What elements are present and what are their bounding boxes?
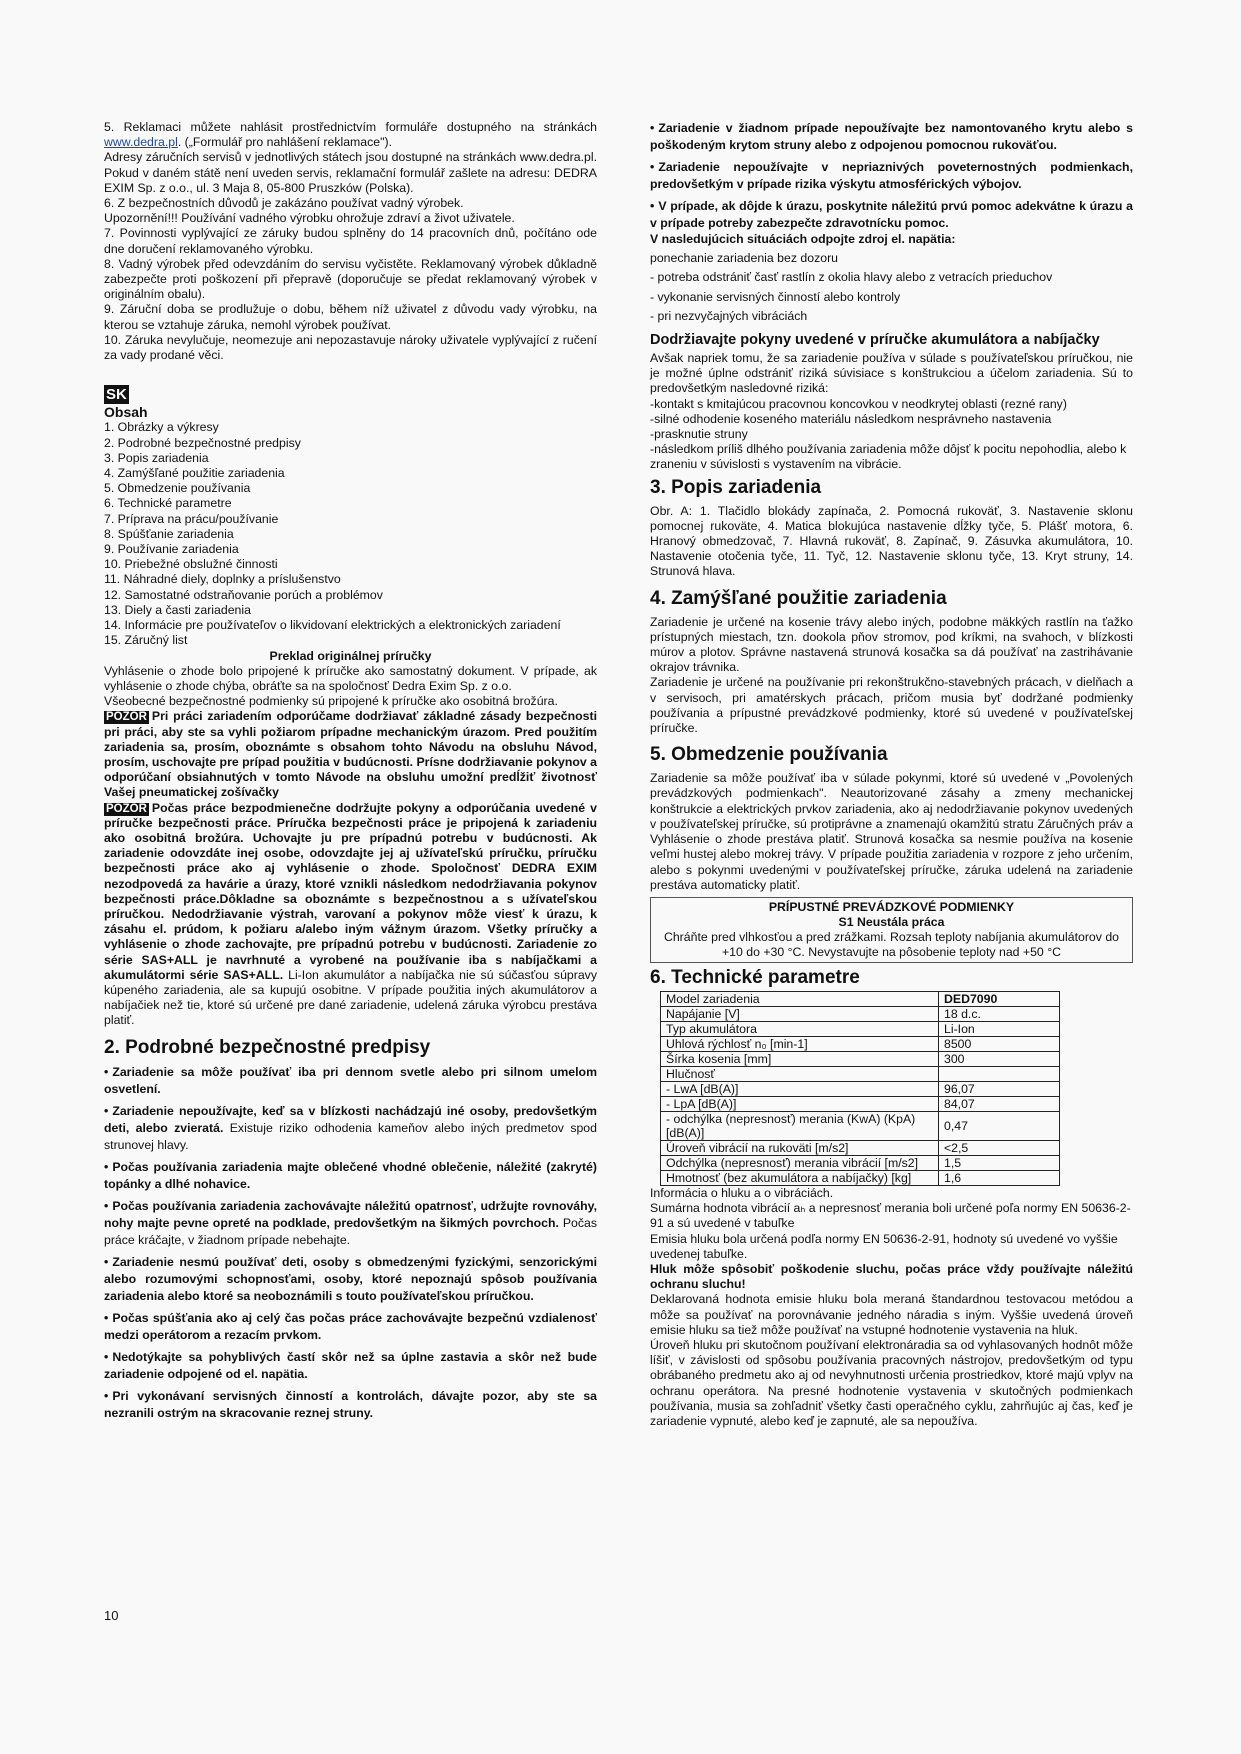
toc-item: 12. Samostatné odstraňovanie porúch a problémov bbox=[104, 587, 383, 602]
safety-bullet: • Počas spúšťania ako aj celý čas počas práce zachovávajte bezpečnú vzdialenosť medzi operátorom a rezacím prvkom. bbox=[104, 1310, 597, 1342]
spec-value: 96,07 bbox=[939, 1081, 1060, 1096]
table-row bbox=[661, 1021, 1060, 1036]
spec-label: Napájanie [V] bbox=[661, 1006, 939, 1021]
right-column bbox=[650, 120, 1133, 1429]
safety-bullet: • Zariadenie nesmú používať deti, osoby s obmedzenými fyzickými, senzorickými alebo rozumovými schopnosťami, osoby, ktoré nepoznajú spôsob používania zariadenia alebo ktoré sa neoboznámili s touto používateľskou príručkou. bbox=[104, 1254, 597, 1303]
toc-item: 10. Priebežné obslužné činnosti bbox=[104, 557, 278, 572]
spec-value: 0,47 bbox=[939, 1111, 1060, 1140]
toc-title: Obsah bbox=[104, 404, 148, 421]
section-4-p2: Zariadenie je určené na používanie pri rekonštrukčno-stavebných prácach, v dielňach a v servisoch, pri amatérskych prácach, pričom musia byť dodržané podmienky používania a prípustné prevádzkové podmienky, ktoré sú uvedené v používateľskej príručke. bbox=[650, 675, 1133, 736]
disconnect-title: V nasledujúcich situáciách odpojte zdroj el. napätia: bbox=[650, 232, 956, 246]
toc-item: 2. Podrobné bezpečnostné predpisy bbox=[104, 435, 301, 450]
spec-value bbox=[939, 1066, 1060, 1081]
declaration-of-conformity: Vyhlásenie o zhode bolo pripojené k príručke ako samostatný dokument. V prípade, ak vyhlásenie o zhode chýba, obráťte sa na spoločnosť Dedra Exim Sp. z o.o. bbox=[104, 663, 597, 693]
page-number: 10 bbox=[104, 1608, 119, 1623]
cz-warning: Upozornění!!! Používání vadného výrobku ohrožuje zdraví a život uživatele. bbox=[104, 211, 515, 226]
spec-value: <2,5 bbox=[939, 1140, 1060, 1155]
table-of-contents bbox=[104, 420, 597, 648]
toc-item: 9. Používanie zariadenia bbox=[104, 542, 239, 557]
spec-label: Uhlová rýchlosť n₀ [min-1] bbox=[661, 1036, 939, 1051]
conditions-subtitle: S1 Neustála práca bbox=[838, 914, 945, 929]
left-column bbox=[104, 120, 597, 1422]
noise-p3: Deklarovaná hodnota emisie hluku bola meraná štandardnou testovacou metódou a môže sa používať na porovnávanie jedného náradia s iným. Vyššie uvedená úroveň emisie hluku sa tiež môže používať na vstupné hodnotenie vystavenia na hluk. bbox=[650, 1292, 1133, 1337]
cz-item-5 bbox=[104, 120, 597, 150]
toc-item: 8. Spúšťanie zariadenia bbox=[104, 526, 234, 541]
table-row bbox=[661, 1155, 1060, 1170]
section-3-heading: 3. Popis zariadenia bbox=[650, 476, 822, 498]
spec-value: 18 d.c. bbox=[939, 1006, 1060, 1021]
list-item: - potreba odstrániť časť rastlín z okolia hlavy alebo z vetracích prieduchov bbox=[650, 270, 1053, 285]
list-item: -silné odhodenie koseného materiálu následkom nesprávneho nastavenia bbox=[650, 411, 1052, 426]
pozor-label: POZOR bbox=[106, 802, 147, 815]
spec-value: 300 bbox=[939, 1051, 1060, 1066]
safety-bullet: • Zariadenie nepoužívajte v nepriaznivých poveternostných podmienkach, predovšetkým v prípade rizika výskytu atmosférických výbojov. bbox=[650, 160, 1133, 191]
battery-text: Avšak napriek tomu, že sa zariadenie používa v súlade s používateľskou príručkou, nie je možné úplne odstrániť riziká súvisiace s konštrukciou a účelom zariadenia. Sú to predovšetkým nasledovné riziká: bbox=[650, 351, 1133, 396]
spec-value: 84,07 bbox=[939, 1096, 1060, 1111]
table-row bbox=[661, 1066, 1060, 1081]
battery-heading: Dodržiavajte pokyny uvedené v príručke akumulátora a nabíjačky bbox=[650, 332, 1100, 349]
spec-label: Šírka kosenia [mm] bbox=[661, 1051, 939, 1066]
noise-p4: Úroveň hluku pri skutočnom používaní elektronáradia sa od vyhlasovaných hodnôt môže líšiť, v závislosti od spôsobu používania pracovných nástrojov, predovšetkým od typu obrábaného predmetu ako aj od nevyhnutnosti určenia prostriedkov, ktoré majú vplyv na ochranu operátora. Na presné hodnotenie vystavenia v skutočných podmienkach používania, musia sa zohľadniť všetky časti operačného cyklu, zahrňujúc aj čas, keď je zariadenie vypnuté, alebo keď je zapnuté, ale sa nepoužíva. bbox=[650, 1337, 1133, 1428]
conditions-text: Chráňte pred vlhkosťou a pred zrážkami. Rozsah teploty nabíjania akumulátorov do +10 do +30 °C. Nevystavujte na pôsobenie teploty nad +50 °C bbox=[663, 929, 1120, 959]
table-row bbox=[661, 1111, 1060, 1140]
pozor-2-bold-text: Počas práce bezpodmienečne dodržujte pokyny a odporúčania uvedené v príručke bezpečnosti práce. Príručka bezpečnosti práce je pripojená k zariadeniu ako osobitná brožúra. Uchovajte ju pre prípadnú potrebu v budúcnosti. Ak zariadenie odovzdáte inej osobe, odovzdajte jej aj užívateľskú príručku, príručku bezpečnosti práce ako aj vyhlásenie o zhode. Spoločnosť DEDRA EXIM nezodpovedá za haváriе a úrazy, ktoré vznikli následkom nedodržiavania pokynov bezpečnosti práce.Dôkladne sa oboznámte s bezpečnostnou a s užívateľskou príručkou. Nedodržiavanie výstrah, varovaní a pokynov môže viesť k úrazu, k zásahu el. prúdom, k požiaru a/alebo iným vážnym úrazom. Všetky príručky a vyhlásenie o zhode zachovajte, pre prípadnú potrebu v budúcnosti. Zariadenie zo série SAS+ALL je navrhnuté a vyrobené na používanie iba s nabíjačkami a akumulátormi série SAS+ALL. bbox=[104, 800, 597, 982]
cz-item-7: 7. Povinnosti vyplývající ze záruky budou splněny do 14 pracovních dnů, počítáno ode dne doručení reklamovaného výrobku. bbox=[104, 226, 597, 256]
cz-item-5-suffix: . („Formulář pro nahlášení reklamace"). bbox=[177, 135, 392, 150]
table-row bbox=[661, 1081, 1060, 1096]
pozor-2-text: Li-Ion akumulátor a nabíjačka nie sú súčasťou súpravy kúpeného zariadenia, ale sa kupujú osobitne. V prípade použitia iných akumulátorov a nabíjačiek než tie, ktoré sú určené pre dané zariadenie, udelená záruka výrobcu prestáva platiť. bbox=[104, 967, 597, 1028]
cz-item-10: 10. Záruka nevylučuje, neomezuje ani nepozastavuje nároky uživatele vyplývající z ručení za vady prodané věci. bbox=[104, 332, 597, 363]
translation-title: Preklad originálnej príručky bbox=[269, 648, 432, 663]
toc-item: 13. Diely a časti zariadenia bbox=[104, 602, 251, 617]
noise-p1: Sumárna hodnota vibrácií aₕ a nepresnosť merania boli určené poľa normy EN 50636-2-91 a sú uvedené v tabuľke bbox=[650, 1201, 1131, 1231]
spec-label: Odchýlka (nepresnosť) merania vibrácií [m/s2] bbox=[661, 1155, 939, 1170]
spec-value: 8500 bbox=[939, 1036, 1060, 1051]
spec-label: - odchýlka (nepresnosť) merania (KwA) (KpA) [dB(A)] bbox=[661, 1111, 939, 1140]
list-item: -následkom príliš dlhého používania zariadenia môže dôjsť k pocitu nepohodlia, alebo k zraneniu v súvislosti s vystavením na vibrácie. bbox=[650, 442, 1127, 472]
operating-conditions-box bbox=[650, 897, 1133, 963]
general-safety-note: Všeobecné bezpečnostné podmienky sú pripojené k príručke ako osobitná brožúra. bbox=[104, 694, 558, 709]
list-item: - vykonanie servisných činností alebo kontroly bbox=[650, 289, 901, 304]
noise-info: Informácia o hluku a o vibráciách. bbox=[650, 1185, 834, 1200]
pozor-1-text: Pri práci zariadením odporúčame dodržiavať základné zásady bezpečnosti pri práci, aby ste sa vyhli požiarom prípadne mechanickým úrazom. Pred použitím zariadenia sa, prosím, oboznámte s obsahom tohto Návodu na obsluhu Návod, prosím, uschovajte pre prípad použitia v budúcnosti. Prísne dodržiavanie pokynov a odporúčaní obsiahnutých v tomto Návode na obsluhu umožní predĺžiť životnosť Vašej pneumatickej zošívačky bbox=[104, 709, 597, 800]
cz-item-5-text: 5. Reklamaci můžete nahlásit prostřednictvím formuláře dostupného na stránkách bbox=[104, 120, 597, 134]
section-3-text: Obr. A: 1. Tlačidlo blokády zapínača, 2. Pomocná rukoväť, 3. Nastavenie sklonu pomocnej rukoväte, 4. Matica blokujúca nastavenie dĺžky tyče, 5. Plášť motora, 6. Hranový obmedzovač, 7. Hlavná rukoväť, 8. Zapínač, 9. Zásuvka akumulátora, 10. Nastavenie otočenia tyče, 11. Tyč, 12. Nastavenie sklonu tyče, 13. Kryt struny, 14. Strunová hlava. bbox=[650, 503, 1133, 579]
spec-label: Model zariadenia bbox=[661, 991, 939, 1006]
pozor-paragraph-2 bbox=[104, 801, 597, 1029]
toc-item: 3. Popis zariadenia bbox=[104, 450, 209, 465]
spec-table bbox=[660, 991, 1060, 1186]
safety-bullet: • Zariadenie nepoužívajte, keď sa v blízkosti nachádzajú iné osoby, predovšetkým deti, alebo zvieratá. Existuje riziko odhodenia kameňov alebo iných predmetov spod strunovej hlavy. bbox=[104, 1103, 597, 1152]
list-item: -kontakt s kmitajúcou pracovnou koncovkou v neodkrytej oblasti (rezné rany) bbox=[650, 396, 1067, 411]
spec-value: DED7090 bbox=[939, 991, 1060, 1006]
toc-item: 11. Náhradné diely, doplnky a príslušenstvo bbox=[104, 572, 341, 587]
list-item: - pri nezvyčajných vibráciách bbox=[650, 308, 808, 323]
spec-label: Hlučnosť bbox=[661, 1066, 939, 1081]
section-4-p1: Zariadenie je určené na kosenie trávy alebo iných, podobne mäkkých rastlín na ťažko prístupných miestach, tzn. dookola pňov stromov, pod kríkmi, na svahoch, v blízkosti múrov a plotov. Správne nastavená strunová kosačka sa dá používať na zastrihávanie okrajov trávnika. bbox=[650, 614, 1133, 675]
section-2-heading: 2. Podrobné bezpečnostné predpisy bbox=[104, 1036, 431, 1058]
section-5-text: Zariadenie sa môže používať iba v súlade pokynmi, ktoré sú uvedené v „Povolených prevádzkových podmienkach". Neautorizované zásahy a zmeny mechanickej konštrukcie a elektrických prvkov zariadenia, ako aj nedodržiavanie pokynov uvedených v používateľskej príručke, sú protiprávne a znamenajú okamžitú stratu Záručných práv a Vyhlásenie o zhode prestáva platiť. Strunová kosačka sa nesmie používa na kosenie veľmi hustej alebo mokrej trávy. V prípade použitia zariadenia v rozpore z jeho určením, alebo s pokynmi uvedenými v používateľskej príručke, záruka udelená na zariadenie prestáva automaticky platiť. bbox=[650, 771, 1133, 892]
list-item: -prasknutie struny bbox=[650, 427, 748, 442]
spec-value: 1,6 bbox=[939, 1170, 1060, 1185]
toc-item: 6. Technické parametre bbox=[104, 496, 232, 511]
noise-warning: Hluk môže spôsobiť poškodenie sluchu, počas práce vždy používajte náležitú ochranu sluchu! bbox=[650, 1261, 1133, 1292]
conditions-title: PRÍPUSTNÉ PREVÁDZKOVÉ PODMIENKY bbox=[768, 899, 1015, 914]
toc-item: 7. Príprava na prácu/používanie bbox=[104, 511, 279, 526]
cz-service-addresses: Adresy záručních servisů v jednotlivých státech jsou dostupné na stránkách www.dedra.pl. Pokud v daném státě není uveden servis, reklamační formulář zašlete na adresu: DEDRA EXIM Sp. z o.o., ul. 3 Maja 8, 05-800 Pruszków (Polska). bbox=[104, 150, 597, 195]
table-row bbox=[661, 1036, 1060, 1051]
toc-item: 5. Obmedzenie používania bbox=[104, 481, 251, 496]
table-row bbox=[661, 1140, 1060, 1155]
spec-label: Hmotnosť (bez akumulátora a nabíjačky) [kg] bbox=[661, 1170, 939, 1185]
spec-label: Typ akumulátora bbox=[661, 1021, 939, 1036]
spec-label: - LpA [dB(A)] bbox=[661, 1096, 939, 1111]
safety-bullet: • V prípade, ak dôjde k úrazu, poskytnite náležitú prvú pomoc adekvátne k úrazu a v prípade potreby zabezpečte zdravotnícku pomoc. bbox=[650, 199, 1133, 230]
toc-item: 1. Obrázky a výkresy bbox=[104, 420, 219, 435]
pozor-paragraph-1 bbox=[104, 709, 597, 800]
table-row bbox=[661, 1170, 1060, 1185]
toc-item: 14. Informácie pre používateľov o likvidovaní elektrických a elektronických zariadení bbox=[104, 618, 561, 633]
toc-item: 15. Záručný list bbox=[104, 633, 188, 648]
cz-item-8: 8. Vadný výrobek před odevzdáním do servisu vyčistěte. Reklamovaný výrobek důkladně zabezpečte proti poškození při přepravě (doporučuje se předat reklamovaný výrobek v originálním obalu). bbox=[104, 256, 597, 302]
section-4-heading: 4. Zamýšľané použitie zariadenia bbox=[650, 587, 947, 609]
table-row bbox=[661, 1096, 1060, 1111]
spec-value: 1,5 bbox=[939, 1155, 1060, 1170]
section-6-heading: 6. Technické parametre bbox=[650, 966, 860, 988]
cz-item-6: 6. Z bezpečnostních důvodů je zakázáno používat vadný výrobek. bbox=[104, 196, 464, 211]
safety-bullet: • Počas používania zariadenia majte oblečené vhodné oblečenie, náležité (zakryté) topánky a dlhé nohavice. bbox=[104, 1159, 597, 1191]
disconnect-list bbox=[650, 251, 1133, 324]
safety-bullet: • Pri vykonávaní servisných činností a kontrolách, dávajte pozor, aby ste sa nezranili ostrým na skracovanie reznej struny. bbox=[104, 1388, 597, 1420]
spec-value: Li-Ion bbox=[939, 1021, 1060, 1036]
table-row bbox=[661, 1006, 1060, 1021]
safety-bullet: • Zariadenie v žiadnom prípade nepoužívajte bez namontovaného krytu alebo s poškodeným krytom struny alebo z odpojenou pomocnou rukoväťou. bbox=[650, 121, 1133, 152]
cz-item-9: 9. Záruční doba se prodlužuje o dobu, během níž uživatel z důvodu vady výrobku, na kterou se vztahuje záruka, nemohl výrobek používat. bbox=[104, 302, 597, 332]
spec-label: - LwA [dB(A)] bbox=[661, 1081, 939, 1096]
risk-list bbox=[650, 397, 1133, 473]
list-item: ponechanie zariadenia bez dozoru bbox=[650, 251, 839, 266]
safety-bullet: • Nedotýkajte sa pohyblivých častí skôr než sa úplne zastavia a skôr než bude zariadenie odpojené od el. napätia. bbox=[104, 1349, 597, 1381]
noise-p2: Emisia hluku bola určená podľa normy EN 50636-2-91, hodnoty sú uvedené vo vyššie uvedenej tabuľke. bbox=[650, 1231, 1118, 1261]
safety-bullet: • Zariadenie sa môže používať iba pri dennom svetle alebo pri silnom umelom osvetlení. bbox=[104, 1064, 597, 1096]
spec-label: Úroveň vibrácií na rukoväti [m/s2] bbox=[661, 1140, 939, 1155]
table-row bbox=[661, 1051, 1060, 1066]
section-5-heading: 5. Obmedzenie používania bbox=[650, 744, 888, 766]
toc-item: 4. Zamýšľané použitie zariadenia bbox=[104, 466, 285, 481]
dedra-link[interactable]: www.dedra.pl bbox=[104, 135, 178, 150]
safety-bullet: • Počas používania zariadenia zachovávajte náležitú opatrnosť, udržujte rovnováhy, nohy majte pevne opreté na podklade, predovšetkým na šikmých povrchoch. Počas práce kráčajte, v žiadnom prípade nebehajte. bbox=[104, 1198, 598, 1247]
pozor-label: POZOR bbox=[106, 711, 147, 724]
table-row bbox=[661, 991, 1060, 1006]
language-badge-sk: SK bbox=[106, 386, 127, 404]
